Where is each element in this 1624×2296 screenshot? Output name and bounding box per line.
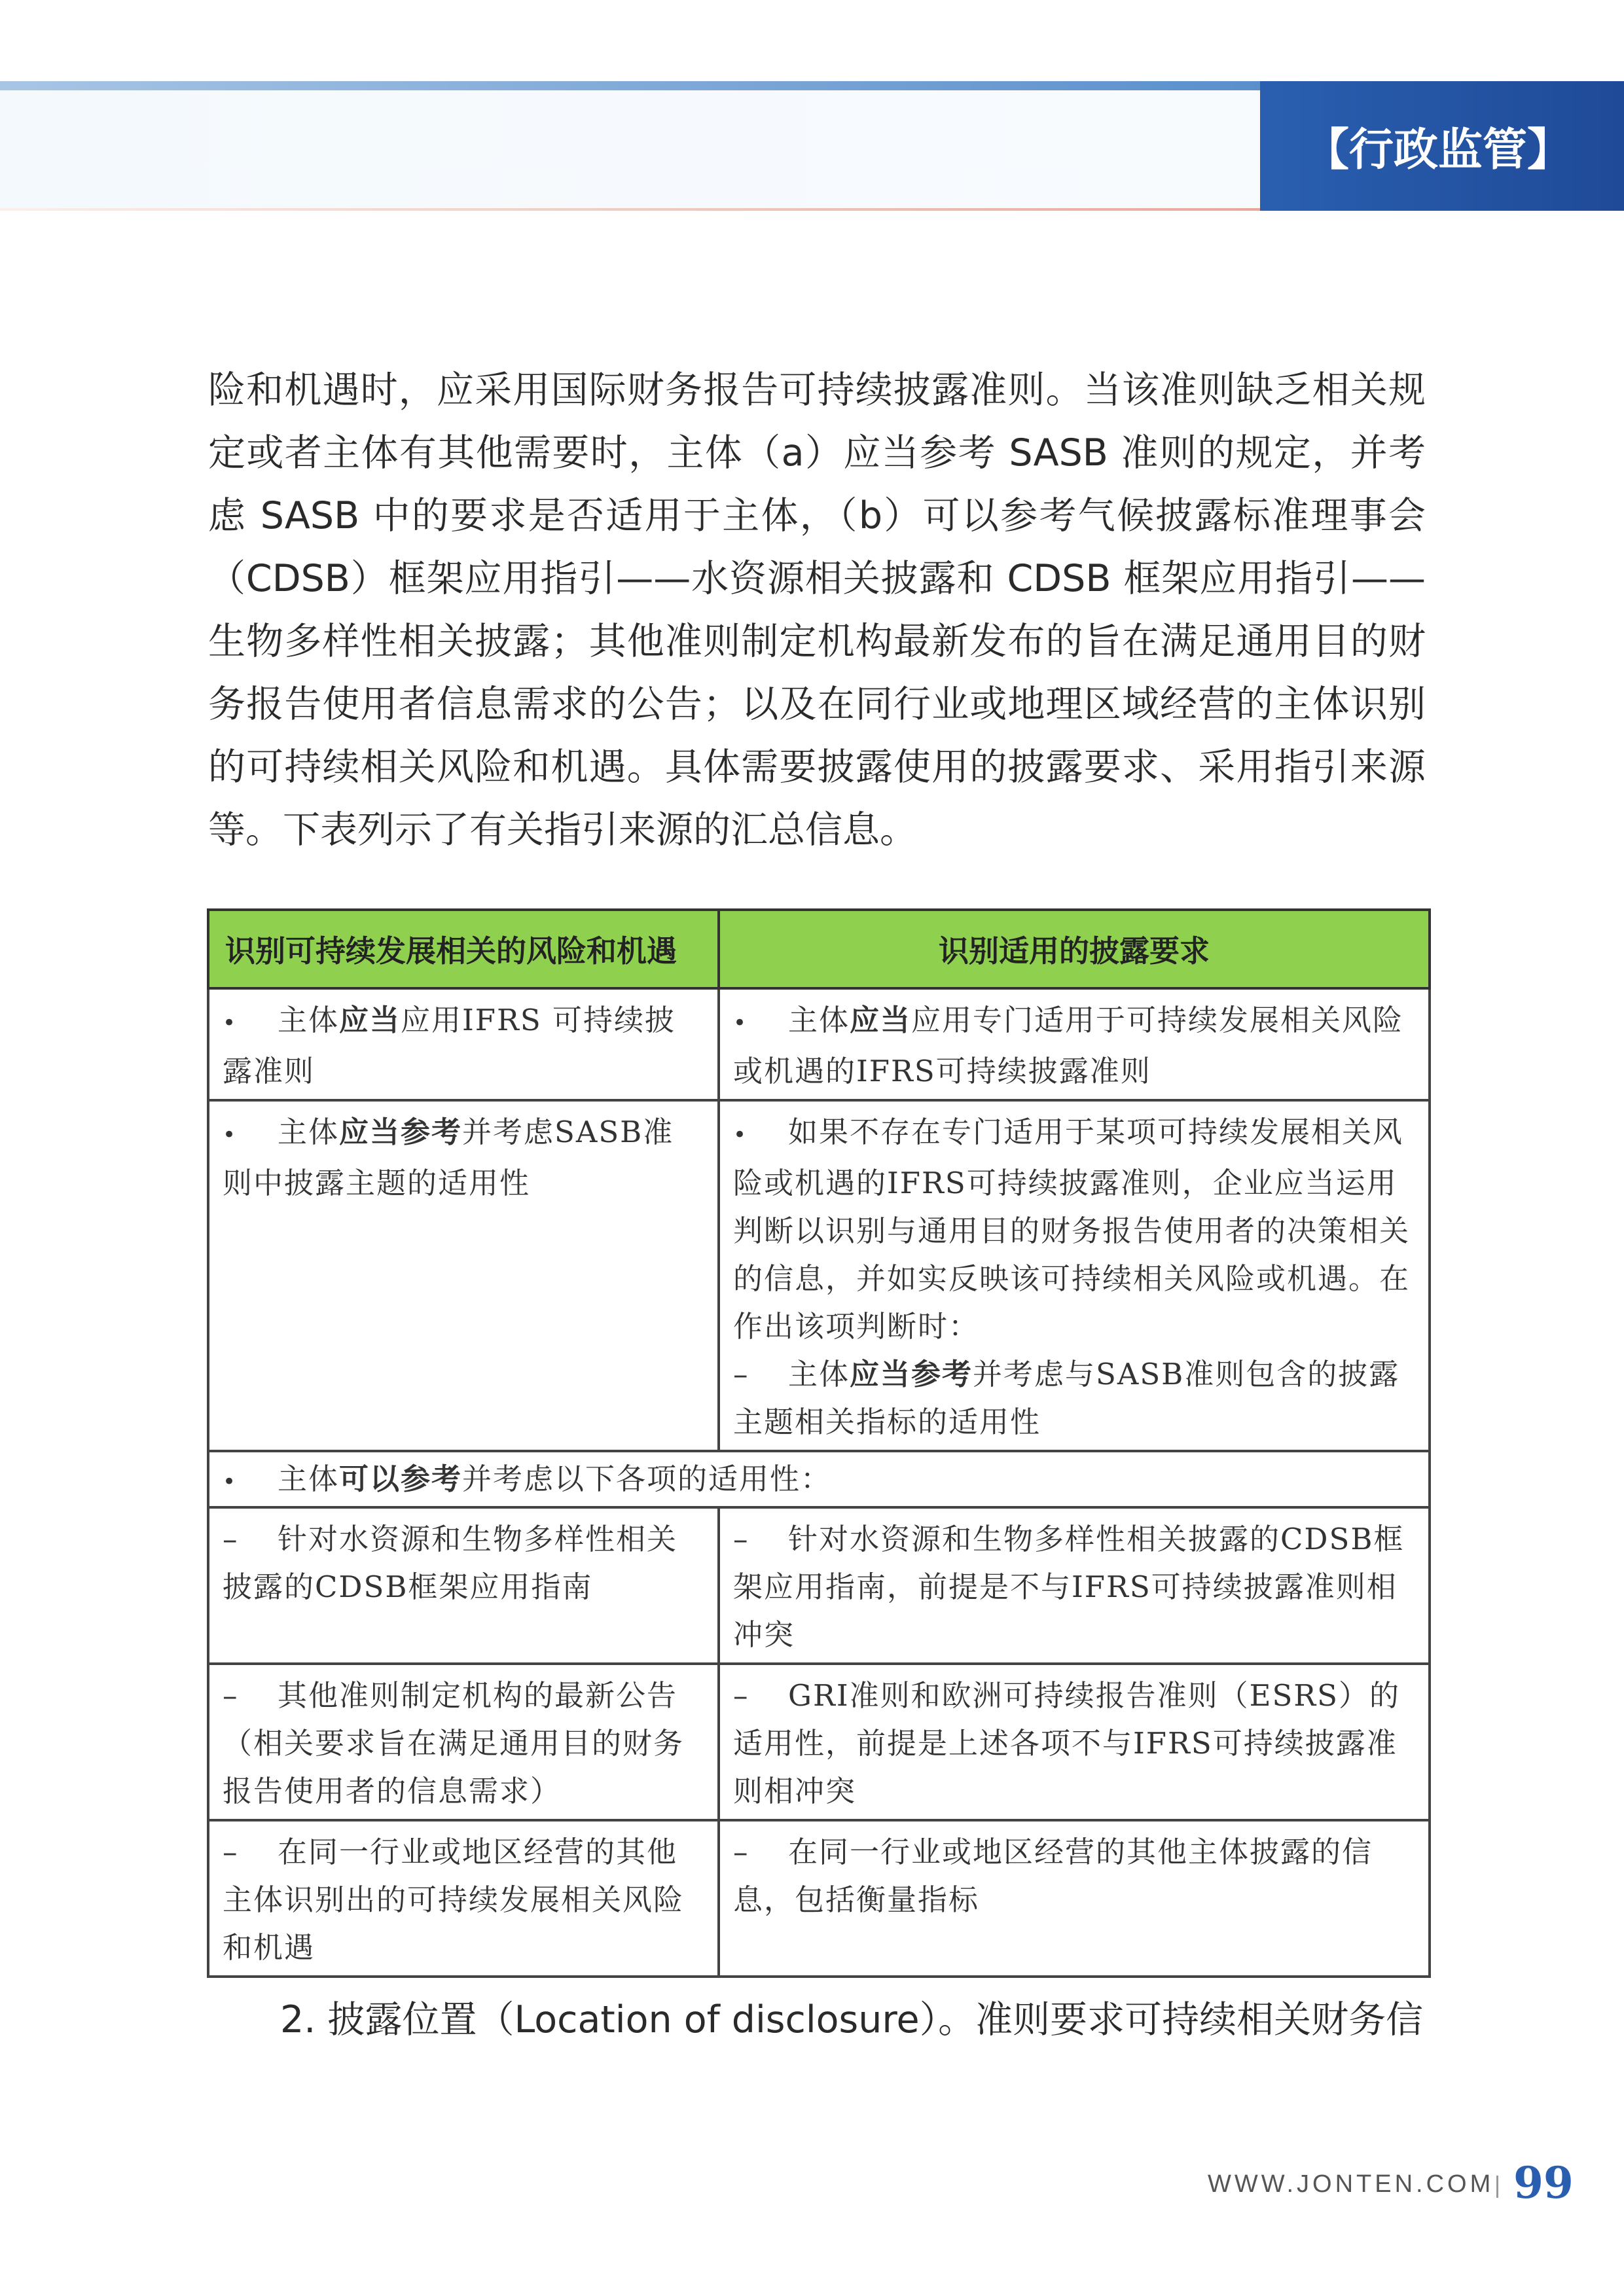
cell-emphasis: 应当参考 [850, 1357, 973, 1391]
cell-text: 应用专门适用于可持续发展相关风险或机遇的IFRS可持续披露准则 [733, 1003, 1404, 1088]
cell-text: 主体 [788, 1357, 850, 1391]
table-cell [208, 1820, 719, 1977]
cell-text: 针对水资源和生物多样性相关披露的CDSB框架应用指南，前提是不与IFRS可持续披露准则相冲突 [733, 1522, 1405, 1652]
cell-text: 并考虑以下各项的适用性： [462, 1462, 832, 1496]
table-cell [208, 988, 719, 1100]
table-row [208, 1664, 1430, 1820]
table-row [208, 1507, 1430, 1664]
page-number: 99 [1513, 2157, 1574, 2208]
table-cell [208, 1100, 719, 1451]
section-tag: 【行政监管】 [1260, 81, 1624, 211]
cell-emphasis: 应当 [339, 1003, 401, 1037]
dash-icon: – [733, 1522, 749, 1556]
body-line: 务报告使用者信息需求的公告；以及在同行业或地理区域经营的主体识别 [208, 683, 1426, 726]
cell-text: 其他准则制定机构的最新公告（相关要求旨在满足通用目的财务报告使用者的信息需求） [223, 1678, 685, 1808]
cell-text: 针对水资源和生物多样性相关披露的CDSB框架应用指南 [223, 1522, 678, 1604]
body-line: 虑 SASB 中的要求是否适用于主体，（b）可以参考气候披露标准理事会 [208, 494, 1426, 537]
dash-icon: – [223, 1835, 239, 1869]
table-row [208, 988, 1430, 1100]
cell-text: 如果不存在专门适用于某项可持续发展相关风险或机遇的IFRS可持续披露准则，企业应当运用判断以识别与通用目的财务报告使用者的决策相关的信息，并如实反映该可持续相关风险或机遇。在作出该项判断时： [733, 1115, 1411, 1344]
dash-icon: – [733, 1835, 749, 1869]
footer-divider [1496, 2176, 1498, 2198]
dash-icon: – [223, 1522, 239, 1556]
table-cell [719, 1507, 1430, 1664]
cell-text: 主体 [278, 1003, 340, 1037]
body-line: 定或者主体有其他需要时，主体（a）应当参考 SASB 准则的规定，并考 [208, 431, 1426, 475]
table-row [208, 1820, 1430, 1977]
table-row [208, 1100, 1430, 1451]
table-cell [208, 1451, 1430, 1507]
header-bottom-line [0, 208, 1260, 211]
table-row [208, 1451, 1430, 1507]
table-header-row [208, 910, 1430, 988]
cell-emphasis: 可以参考 [339, 1462, 463, 1496]
cell-text: 主体 [278, 1115, 340, 1149]
guidance-table [207, 908, 1431, 1978]
dash-icon: – [733, 1357, 749, 1391]
dash-icon: – [223, 1678, 239, 1713]
body-line: 等。下表列示了有关指引来源的汇总信息。 [208, 808, 917, 852]
bullet-icon: • [223, 1010, 238, 1036]
cell-emphasis: 应当 [850, 1003, 912, 1037]
table-cell [719, 988, 1430, 1100]
header-top-line [0, 81, 1260, 90]
table-header-requirements: 识别适用的披露要求 [719, 910, 1430, 988]
bullet-icon: • [223, 1122, 238, 1148]
cell-text: 并考虑SASB准则中披露主题的适用性 [223, 1115, 674, 1200]
bullet-icon: • [223, 1469, 238, 1495]
cell-text: 并考虑与SASB准则包含的披露主题相关指标的适用性 [733, 1357, 1400, 1439]
table-cell [208, 1664, 719, 1820]
bullet-icon: • [733, 1010, 748, 1036]
cell-text: 应用IFRS 可持续披露准则 [223, 1003, 676, 1088]
bullet-icon: • [733, 1122, 748, 1148]
cell-text: 主体 [788, 1003, 850, 1037]
body-paragraph [208, 359, 1426, 861]
body-line: 生物多样性相关披露；其他准则制定机构最新发布的旨在满足通用目的财 [208, 620, 1426, 663]
cell-text: 在同一行业或地区经营的其他主体识别出的可持续发展相关风险和机遇 [223, 1835, 685, 1965]
body-line: 险和机遇时，应采用国际财务报告可持续披露准则。当该准则缺乏相关规 [208, 368, 1426, 412]
body-line: 的可持续相关风险和机遇。具体需要披露使用的披露要求、采用指引来源 [208, 745, 1426, 789]
cell-emphasis: 应当参考 [339, 1115, 463, 1149]
dash-icon: – [733, 1678, 749, 1713]
footer-website: WWW.JONTEN.COM [1208, 2170, 1494, 2198]
cell-text: 主体 [278, 1462, 340, 1496]
cell-text: GRI准则和欧洲可持续报告准则（ESRS）的适用性，前提是上述各项不与IFRS可持续披露准则相冲突 [733, 1678, 1400, 1808]
table-cell [719, 1820, 1430, 1977]
header-band [0, 81, 1260, 211]
table-cell [719, 1100, 1430, 1451]
table-cell [208, 1507, 719, 1664]
section-paragraph: 2. 披露位置（Location of disclosure）。准则要求可持续相关财务信 [280, 1998, 1424, 2041]
table-cell [719, 1664, 1430, 1820]
table-header-risks: 识别可持续发展相关的风险和机遇 [208, 910, 719, 988]
body-line: （CDSB）框架应用指引——水资源相关披露和 CDSB 框架应用指引—— [208, 557, 1426, 600]
cell-text: 在同一行业或地区经营的其他主体披露的信息，包括衡量指标 [733, 1835, 1373, 1917]
